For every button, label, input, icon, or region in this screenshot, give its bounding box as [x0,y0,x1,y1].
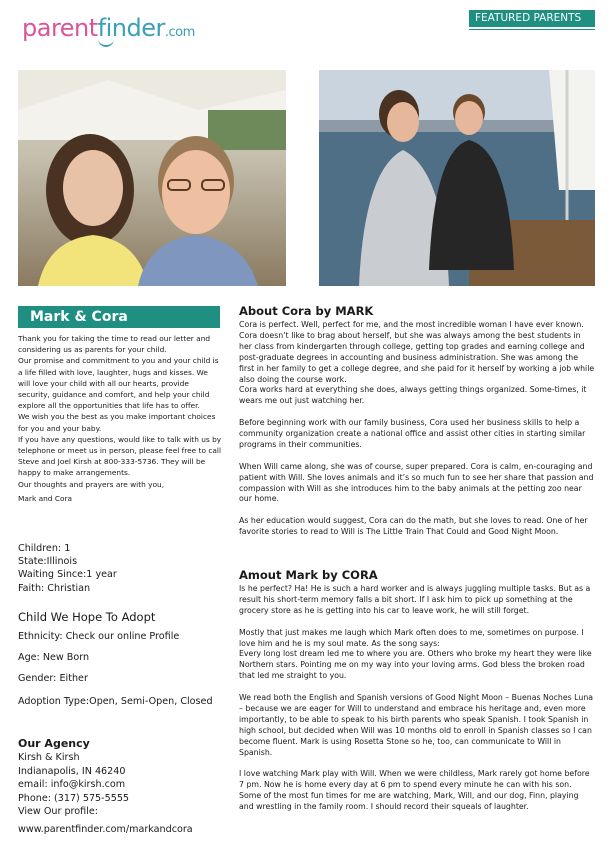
agency-contact [18,751,129,819]
profile-link[interactable]: www.parentfinder.com/markandcora [18,824,193,835]
about-mark-title: Amout Mark by CORA [239,568,378,582]
about-cora-paragraph: When Will came along, she was of course, super prepared. Cora is calm, en-couraging and patient with Will. She loves animals and it’s so much fun to see her share that passion and compassion with Will as she introduces him to the baby animals at the petting zoo near our home. [239,461,594,504]
logo-part-parent: parent [22,14,98,42]
logo-smile-icon [98,38,114,47]
letter-signature: Mark and Cora [18,493,73,503]
header-divider [469,29,595,30]
hope-gender: Gender: Either [18,673,88,684]
fact-children: Children: 1 [18,543,71,554]
about-mark-paragraph: Mostly that just makes me laugh which Mark often does to me, sometimes on purpose. I love him and he is my soul mate. As the song says: [239,627,584,648]
about-cora-paragraph: Before beginning work with our family business, Cora used her business skills to help a community organization create a national office and assist other cities in starting similar programs in their communities. [239,418,586,449]
logo-part-finder: finder [97,14,165,42]
letter-paragraph: If you have any questions, would like to talk with us by telephone or meet us in person, please feel free to call Steve and Joel Kirsh at 800-333-5736. They will be happy to make arrangements. [18,434,222,478]
featured-parents-badge: FEATURED PARENTS [469,10,595,27]
agency-phone[interactable]: Phone: (317) 575-5555 [18,792,130,804]
letter-paragraph: Our promise and commitment to you and your child is a life filled with love, laughter, hugs and kisses. We will love your child with all our hearts, provide security, guidance and comfort, and help your child explore all the opportunities that life has to offer. [18,356,219,411]
about-mark-song-quote: Every long lost dream led me to where you are. Others who broke my heart they were like Northern stars. Pointing me on my way into your loving arms. God bless the broken road that led me straight to you. [239,649,592,681]
about-mark-paragraph: We read both the English and Spanish versions of Good Night Moon – Buenas Noches Luna – because we are eager for Will to understand and embrace his heritage and, even more importantly, to be able to speak to his birth parents who speak Spanish. I took Spanish in high school, but decided when Will was 10 months old to enroll in Spanish classes so I can become fluent. Mark is using Rosetta Stone so he, too, can communicate to Will in Spanish. [239,693,594,757]
couple-photo-sailboat [319,70,595,286]
agency-name: Kirsh & Kirsh [18,752,80,763]
couple-name-bar: Mark & Cora [18,306,220,328]
fact-waiting-since: Waiting Since:1 year [18,569,117,581]
fact-faith: Faith: Christian [18,582,91,594]
letter-paragraph: Our thoughts and prayers are with you, [18,479,165,489]
agency-profile-label: View Our profile: [18,806,98,818]
about-cora-paragraph: As her education would suggest, Cora can do the math, but she loves to read. One of her favorite stories to read to Will is The Little Train That Could and Good Night Moon. [239,516,588,537]
hope-age: Age: New Born [18,652,90,663]
agency-city: Indianapolis, IN 46240 [18,765,126,777]
couple-photo-tent [18,70,286,286]
letter-paragraph: Thank you for taking the time to read our letter and considering us as parents for your child. [18,334,211,355]
fact-state: State:Illinois [18,556,78,568]
about-mark-paragraph: Is he perfect? Ha! He is such a hard worker and is always juggling multiple tasks. But as a result his short-term memory falls a bit short. If I ask him to pick up something at the grocery store as he is getting into his car to leave work, he will still forget. [239,584,591,615]
letter-paragraph: We wish you the best as you make important choices for you and your baby. [18,412,216,433]
child-hope-title: Child We Hope To Adopt [18,610,156,624]
agency-title: Our Agency [18,737,90,750]
about-cora-paragraph: Cora works hard at everything she does, always getting things organized. Some-times, it wears me out just watching her. [239,385,587,406]
logo-domain: .com [164,25,195,40]
about-mark-paragraph: I love watching Mark play with Will. When we were childless, Mark rarely got home before 7 pm. Now he is home every day at 6 pm to spend every minute he can with his son. Some of the most fun times for me are watching, Mark, Will, and our dog, Finn, playing and wrestling in the family room. I should record their squeals of laughter. [239,769,590,812]
about-cora-paragraph: Cora is perfect. Well, perfect for me, and the most incredible woman I have ever known. Cora doesn’t like to brag about herself, but she was always among the best students in her class from kindergarten through college, getting top grades and earning college and post-graduate degrees in accounting and business administration. She was among the first in her family to get a college degree, and she paid for it herself by working a job while also doing the course work. [239,320,595,384]
about-cora-title: About Cora by MARK [239,304,374,318]
letter-to-birth-parents [18,333,222,504]
about-mark-text [239,584,595,824]
about-cora-text [239,320,595,549]
family-facts [18,542,117,595]
agency-email[interactable]: email: info@kirsh.com [18,779,126,791]
hope-adoption-type: Adoption Type:Open, Semi-Open, Closed [18,696,213,707]
hope-ethnicity: Ethnicity: Check our online Profile [18,631,180,642]
